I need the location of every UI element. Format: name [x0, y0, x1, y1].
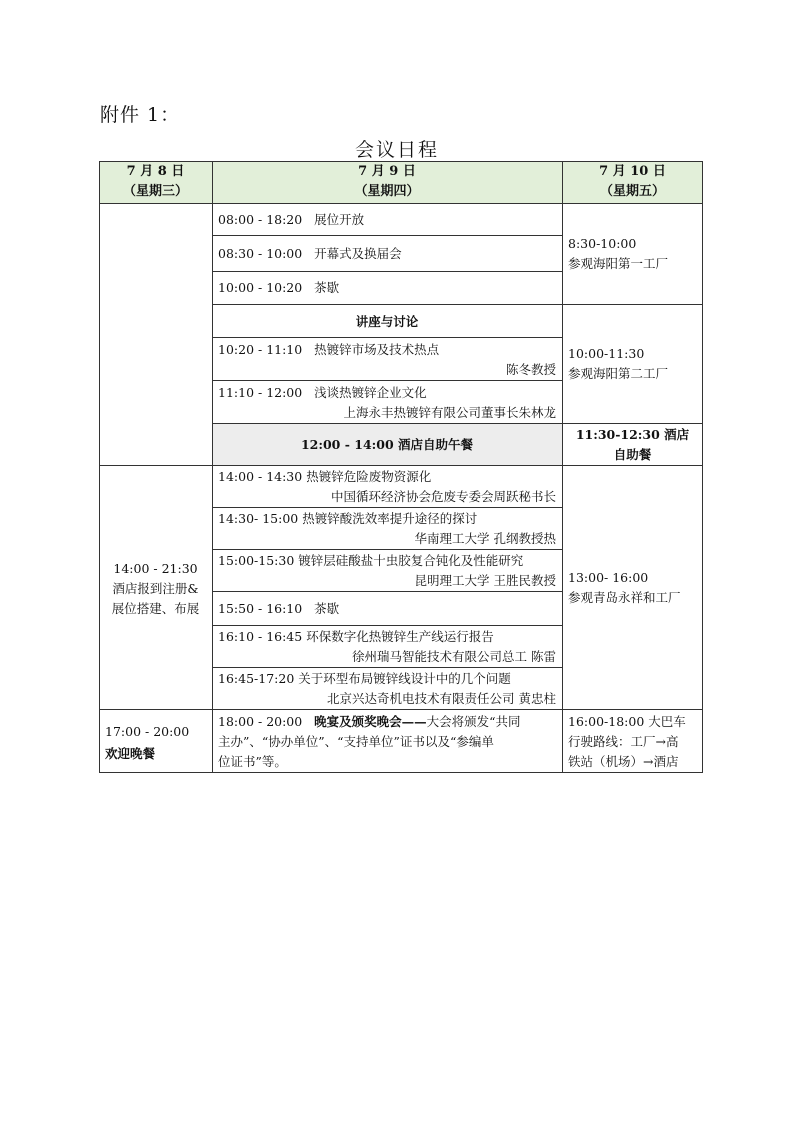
header-day1-weekday: （星期三）	[122, 184, 188, 199]
row-time: 14:00 - 14:30	[218, 469, 303, 484]
row-time: 11:10 - 12:00	[218, 385, 303, 400]
gala-desc-1: 大会将颁发“共同	[426, 714, 521, 729]
header-day2-date: 7 月 9 日	[358, 164, 416, 179]
gala-line3: 位证书”等。	[218, 754, 287, 769]
row-time: 10:20 - 11:10	[218, 342, 303, 357]
schedule-row	[212, 209, 562, 230]
lecture-row	[212, 466, 562, 487]
gala-title: 晚宴及颁奖晚会——	[314, 714, 427, 729]
header-day3	[562, 161, 703, 203]
row-topic: 热镀锌市场及技术热点	[314, 342, 440, 357]
day1-checkin-line2: 酒店报到注册&	[112, 581, 199, 596]
schedule-row	[212, 598, 562, 619]
day3-visit-time: 13:00- 16:00	[568, 570, 649, 585]
schedule-row	[212, 277, 562, 298]
schedule-table	[99, 161, 703, 773]
day1-dinner-time: 17:00 - 20:00	[105, 724, 190, 739]
row-topic: 关于环型布局镀锌线设计中的几个问题	[298, 671, 511, 686]
gala-line2: 主办”、“协办单位”、“支持单位”证书以及“参编单	[218, 734, 494, 749]
header-day2-weekday: （星期四）	[354, 184, 420, 199]
bus-line1: 16:00-18:00 大巴车	[568, 714, 686, 729]
row-time: 14:30- 15:00	[218, 511, 299, 526]
lecture-speaker: 北京兴达奇机电技术有限责任公司 黄忠柱	[327, 691, 556, 706]
schedule-row	[212, 243, 562, 264]
row-time: 08:30 - 10:00	[218, 246, 303, 261]
row-event: 开幕式及换届会	[314, 246, 402, 261]
row-time: 16:10 - 16:45	[218, 629, 303, 644]
lecture-speaker: 徐州瑞马智能技术有限公司总工 陈雷	[352, 649, 556, 664]
document-title: 会议日程	[354, 139, 439, 161]
row-event: 展位开放	[314, 212, 365, 227]
row-event: 茶歇	[314, 601, 340, 616]
header-day3-weekday: （星期五）	[599, 184, 665, 199]
row-time: 18:00 - 20:00	[218, 714, 303, 729]
row-time: 16:45-17:20	[218, 671, 295, 686]
row-time: 15:00-15:30	[218, 553, 295, 568]
day3-lunch-line1: 11:30-12:30 酒店	[575, 427, 690, 442]
lunch-label: 12:00 - 14:00 酒店自助午餐	[300, 437, 474, 452]
day3-visit-desc: 参观海阳第一工厂	[568, 256, 669, 271]
day1-checkin-time: 14:00 - 21:30	[113, 561, 198, 576]
row-time: 15:50 - 16:10	[218, 601, 303, 616]
bus-line3: 铁站（机场）→酒店	[568, 754, 679, 769]
lecture-speaker: 上海永丰热镀锌有限公司董事长朱林龙	[343, 405, 556, 420]
day3-visit-time: 8:30-10:00	[568, 236, 637, 251]
row-topic: 镀锌层硅酸盐十虫胶复合钝化及性能研究	[298, 553, 524, 568]
lecture-speaker: 陈冬教授	[505, 362, 556, 377]
lecture-row	[212, 382, 562, 403]
lecture-speaker: 中国循环经济协会危废专委会周跃秘书长	[330, 489, 556, 504]
header-day1-date: 7 月 8 日	[126, 164, 185, 179]
row-topic: 浅谈热镀锌企业文化	[314, 385, 427, 400]
header-day2	[212, 161, 562, 203]
day1-checkin-line3: 展位搭建、布展	[111, 601, 200, 616]
day3-lunch-line2: 自助餐	[613, 447, 652, 462]
lecture-row	[212, 508, 562, 529]
day3-visit-desc: 参观青岛永祥和工厂	[568, 590, 681, 605]
lecture-row	[212, 550, 562, 571]
lecture-row	[212, 626, 562, 647]
day1-dinner-event: 欢迎晚餐	[105, 746, 156, 761]
row-topic: 环保数字化热镀锌生产线运行报告	[306, 629, 494, 644]
lecture-speaker: 华南理工大学 孔纲教授热	[414, 531, 556, 546]
lecture-row	[212, 668, 562, 689]
gala-line1	[212, 711, 562, 732]
row-time: 10:00 - 10:20	[218, 280, 303, 295]
attachment-label: 附件 1：	[100, 104, 181, 126]
row-time: 08:00 - 18:20	[218, 212, 303, 227]
day3-visit-desc: 参观海阳第二工厂	[568, 366, 669, 381]
lecture-speaker: 昆明理工大学 王胜民教授	[414, 573, 556, 588]
row-topic: 热镀锌酸洗效率提升途径的探讨	[302, 511, 478, 526]
day3-visit-time: 10:00-11:30	[568, 346, 645, 361]
bus-line2: 行驶路线：工厂→高	[568, 734, 679, 749]
row-event: 茶歇	[314, 280, 340, 295]
lecture-section-heading: 讲座与讨论	[355, 314, 419, 329]
row-topic: 热镀锌危险废物资源化	[306, 469, 432, 484]
lecture-row	[212, 339, 562, 360]
header-day3-date: 7 月 10 日	[599, 164, 666, 179]
header-day1	[99, 161, 212, 203]
